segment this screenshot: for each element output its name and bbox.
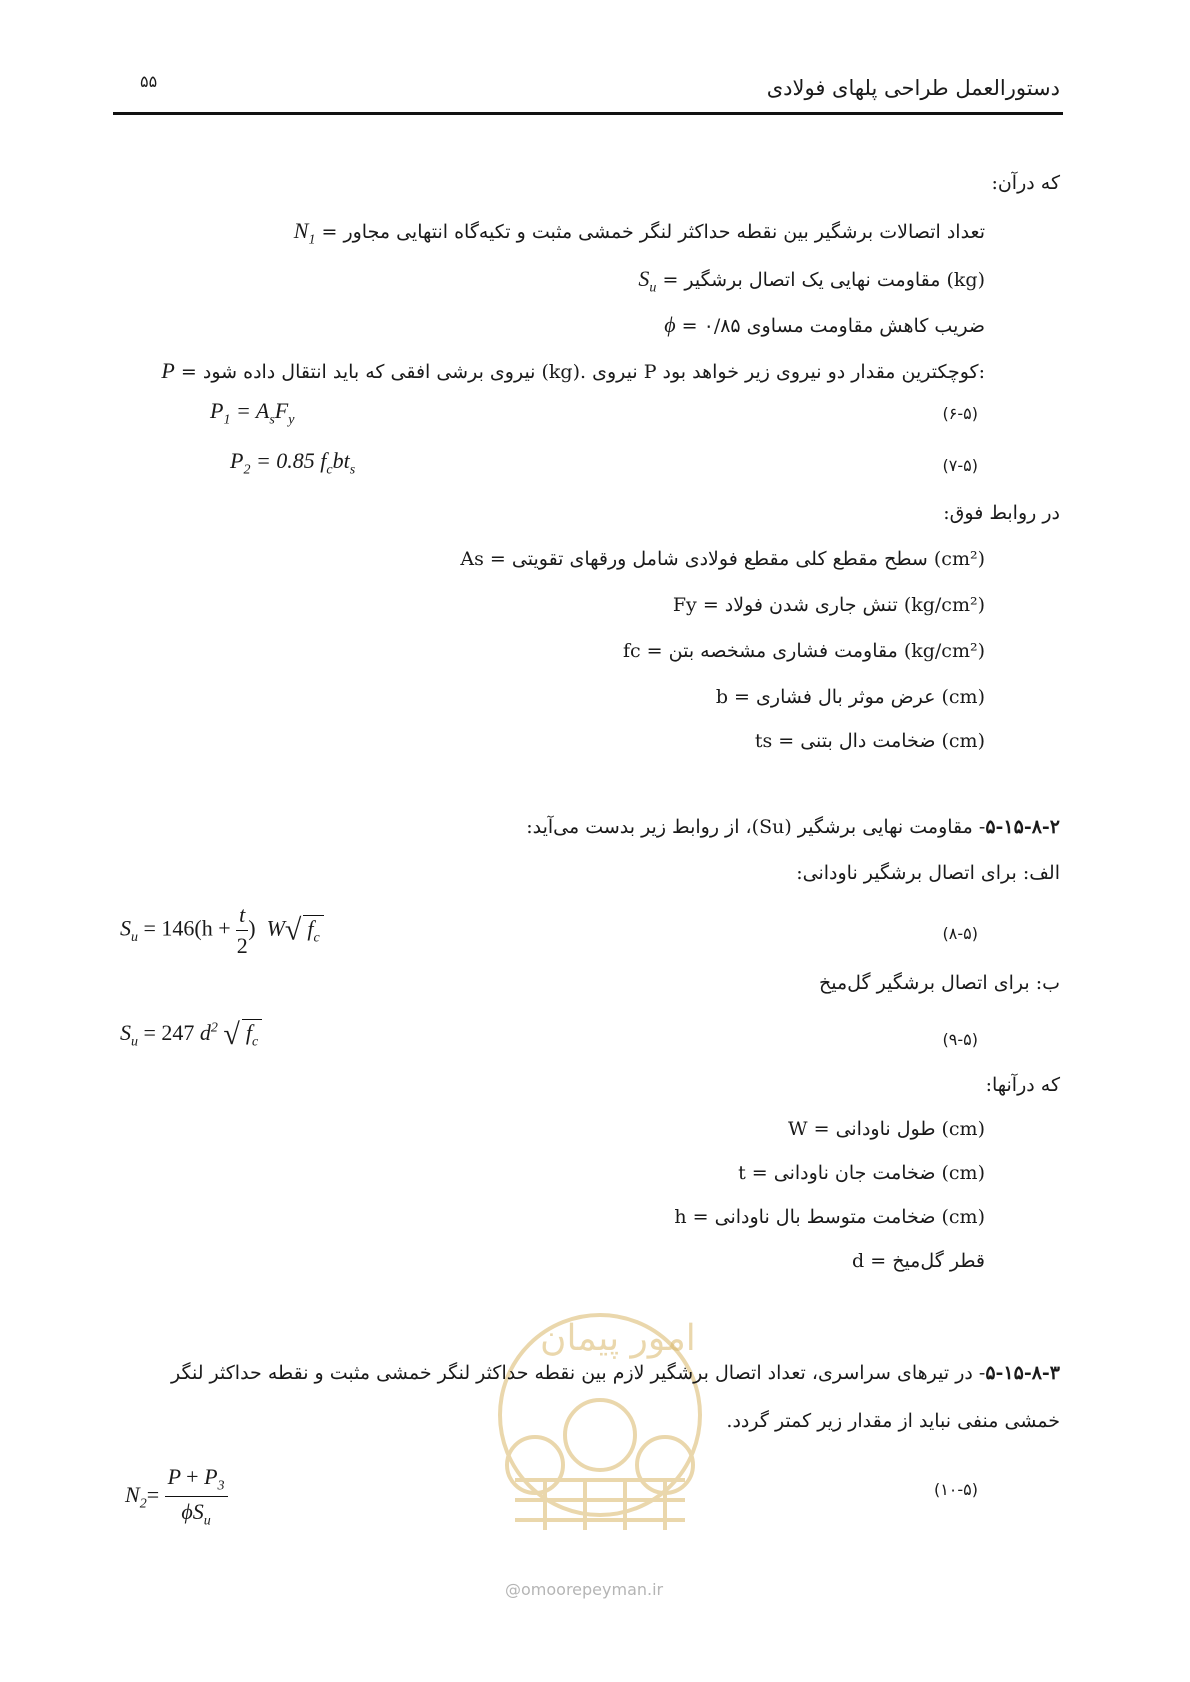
- case-a-label: الف: برای اتصال برشگیر ناودانی:: [796, 862, 1060, 884]
- def-w: W = طول ناودانی (cm): [788, 1118, 985, 1140]
- section-5-15-8-3-line2: خمشی منفی نباید از مقدار زیر کمتر گردد.: [726, 1410, 1060, 1432]
- relations-label: در روابط فوق:: [943, 502, 1060, 524]
- intro-text: که درآن:: [991, 172, 1060, 194]
- whereas-label: که درآنها:: [985, 1074, 1060, 1096]
- header-rule: [113, 112, 1063, 115]
- def-t: t = ضخامت جان ناودانی (cm): [738, 1162, 985, 1184]
- def-as: As = سطح مقطع کلی مقطع فولادی شامل ورقهای تقویتی (cm²): [460, 548, 985, 570]
- watermark-url: @omoorepeyman.ir: [505, 1580, 664, 1599]
- equation-10: $N_2=$ $\frac{P + P_3}{\phi S_u}$: [125, 1464, 228, 1530]
- case-b-label: ب: برای اتصال برشگیر گل‌میخ: [818, 972, 1060, 994]
- def-b: b = عرض موثر بال فشاری (cm): [715, 686, 985, 708]
- def-fc: fc = مقاومت فشاری مشخصه بتن (kg/cm²): [622, 640, 985, 662]
- section-5-15-8-3: ۵-۱۵-۸-۳- در تیرهای سراسری، تعداد اتصال برشگیر لازم بین نقطه حداکثر لنگر خمشی مثبت و نقطه حداکثر لنگر: [170, 1362, 1060, 1384]
- def-su: $S_u$ = مقاومت نهایی یک اتصال برشگیر (kg): [638, 266, 985, 296]
- def-h: h = ضخامت متوسط بال ناودانی (cm): [674, 1206, 985, 1228]
- equation-7: $P_2 = 0.85$ $f_cbt_s$: [230, 448, 356, 478]
- equation-7-number: (۷-۵): [942, 456, 978, 475]
- def-ts: ts = ضخامت دال بتنی (cm): [754, 730, 985, 752]
- page-number: ۵۵: [140, 72, 158, 91]
- def-phi: ϕ = ضریب کاهش مقاومت مساوی ۰/۸۵: [664, 312, 985, 337]
- equation-8-number: (۸-۵): [942, 924, 978, 943]
- equation-10-number: (۱۰-۵): [933, 1480, 978, 1499]
- equation-6-number: (۶-۵): [942, 404, 978, 423]
- watermark-logo-text: امور پیمان: [540, 1318, 696, 1359]
- def-n1: $N_1$ = تعداد اتصالات برشگیر بین نقطه حداکثر لنگر خمشی مثبت و تکیه‌گاه انتهایی مجاور: [293, 218, 985, 248]
- def-d: d = قطر گل‌میخ: [852, 1250, 985, 1272]
- equation-8: $S_u = 146(h$ + $\frac{t}{2}$ ) W√ $f_c$: [120, 902, 324, 959]
- equation-6: $P_1 = A_sF_y$: [210, 398, 295, 428]
- equation-9: $S_u = 247$ $d^2$ √ $f_c$: [120, 1018, 262, 1052]
- equation-9-number: (۹-۵): [942, 1030, 978, 1049]
- section-5-15-8-2: ۵-۱۵-۸-۲- مقاومت نهایی برشگیر (Su)، از روابط زیر بدست می‌آید:: [526, 816, 1060, 838]
- running-header-title: دستورالعمل طراحی پلهای فولادی: [766, 76, 1060, 100]
- def-p: P = نیروی برشی افقی که باید انتقال داده شود (kg). نیروی P کوچکترین مقدار دو نیروی زیر خواهد بود:: [161, 358, 985, 383]
- def-fy: Fy = تنش جاری شدن فولاد (kg/cm²): [672, 594, 985, 616]
